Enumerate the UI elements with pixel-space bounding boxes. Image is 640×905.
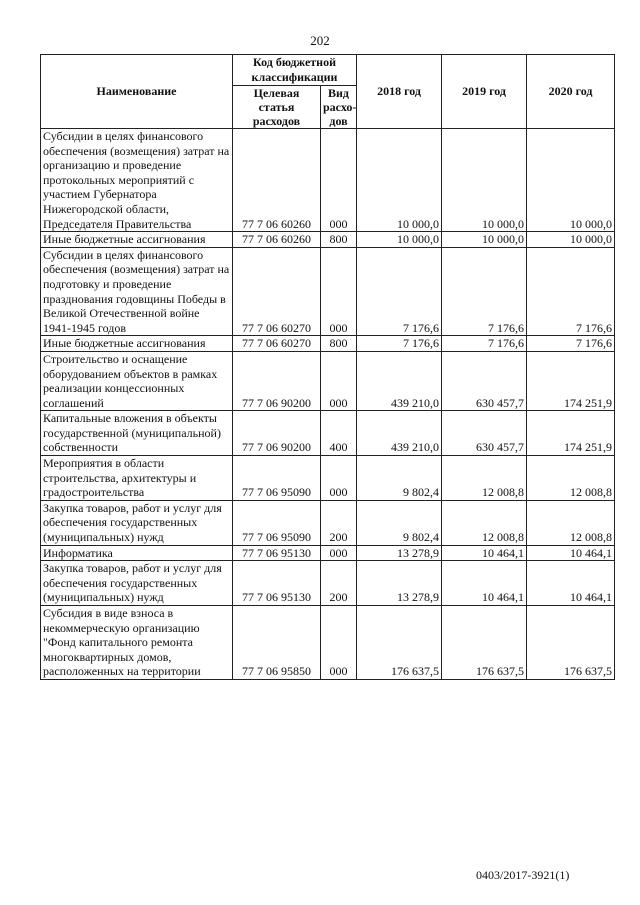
row-target-article: 77 7 06 90200: [233, 411, 321, 456]
row-value-2018: 13 278,9: [357, 545, 442, 561]
row-target-article: 77 7 06 95090: [233, 500, 321, 545]
row-target-article: 77 7 06 95850: [233, 606, 321, 680]
header-expense-type: Вид расхо-дов: [321, 86, 357, 129]
table-row: [41, 456, 615, 501]
row-value-2020: 10 000,0: [527, 232, 615, 248]
row-value-2018: 10 000,0: [357, 232, 442, 248]
row-expense-type: 000: [321, 247, 357, 336]
header-target-article: Целевая статья расходов: [233, 86, 321, 129]
header-budget-classification: Код бюджетной классификации: [233, 55, 357, 86]
page-number: 202: [310, 33, 330, 48]
table-row: [41, 545, 615, 561]
row-name: Строительство и оснащение оборудованием объектов в рамках реализации концессионных соглашений: [41, 351, 233, 410]
row-value-2019: 176 637,5: [442, 606, 527, 680]
row-value-2019: 12 008,8: [442, 500, 527, 545]
row-value-2020: 12 008,8: [527, 456, 615, 501]
row-target-article: 77 7 06 60270: [233, 336, 321, 352]
row-expense-type: 400: [321, 411, 357, 456]
row-name: Субсидия в виде взноса в некоммерческую организацию "Фонд капитального ремонта многоквартирных домов, расположенных на территории: [41, 606, 233, 680]
row-target-article: 77 7 06 60260: [233, 232, 321, 248]
row-name: Иные бюджетные ассигнования: [41, 336, 233, 352]
header-name: Наименование: [41, 55, 233, 129]
row-target-article: 77 7 06 60260: [233, 129, 321, 232]
table-header: [41, 55, 615, 129]
row-value-2019: 630 457,7: [442, 411, 527, 456]
row-expense-type: 200: [321, 561, 357, 606]
row-value-2018: 7 176,6: [357, 247, 442, 336]
row-value-2018: 439 210,0: [357, 351, 442, 410]
row-expense-type: 800: [321, 232, 357, 248]
row-target-article: 77 7 06 95130: [233, 545, 321, 561]
table-row: [41, 129, 615, 232]
row-value-2019: 10 464,1: [442, 561, 527, 606]
row-value-2020: 7 176,6: [527, 336, 615, 352]
row-name: Иные бюджетные ассигнования: [41, 232, 233, 248]
row-expense-type: 000: [321, 606, 357, 680]
row-name: Закупка товаров, работ и услуг для обеспечения государственных (муниципальных) нужд: [41, 500, 233, 545]
row-value-2019: 10 000,0: [442, 232, 527, 248]
row-value-2020: 10 464,1: [527, 561, 615, 606]
row-value-2020: 10 000,0: [527, 129, 615, 232]
row-name: Информатика: [41, 545, 233, 561]
row-expense-type: 000: [321, 129, 357, 232]
header-2020: 2020 год: [527, 55, 615, 129]
row-value-2018: 176 637,5: [357, 606, 442, 680]
row-name: Закупка товаров, работ и услуг для обеспечения государственных (муниципальных) нужд: [41, 561, 233, 606]
row-target-article: 77 7 06 95090: [233, 456, 321, 501]
row-value-2019: 10 000,0: [442, 129, 527, 232]
row-value-2020: 174 251,9: [527, 351, 615, 410]
row-value-2020: 176 637,5: [527, 606, 615, 680]
row-value-2018: 10 000,0: [357, 129, 442, 232]
row-value-2020: 12 008,8: [527, 500, 615, 545]
row-value-2019: 7 176,6: [442, 336, 527, 352]
row-name: Капитальные вложения в объекты государственной (муниципальной) собственности: [41, 411, 233, 456]
document-number: 0403/2017-3921(1): [476, 868, 570, 882]
row-target-article: 77 7 06 60270: [233, 247, 321, 336]
table-row: [41, 336, 615, 352]
row-name: Субсидии в целях финансового обеспечения (возмещения) затрат на организацию и проведение протокольных мероприятий с участием Губернатора Нижегородской области, Председателя Правительства: [41, 129, 233, 232]
row-expense-type: 000: [321, 456, 357, 501]
row-value-2019: 12 008,8: [442, 456, 527, 501]
row-name: Мероприятия в области строительства, архитектуры и градостроительства: [41, 456, 233, 501]
table-body: [41, 129, 615, 680]
row-expense-type: 200: [321, 500, 357, 545]
row-value-2019: 630 457,7: [442, 351, 527, 410]
row-value-2018: 7 176,6: [357, 336, 442, 352]
row-value-2020: 10 464,1: [527, 545, 615, 561]
row-value-2019: 10 464,1: [442, 545, 527, 561]
row-value-2018: 9 802,4: [357, 456, 442, 501]
row-target-article: 77 7 06 95130: [233, 561, 321, 606]
table-row: [41, 351, 615, 410]
row-value-2018: 9 802,4: [357, 500, 442, 545]
row-expense-type: 000: [321, 545, 357, 561]
row-value-2020: 7 176,6: [527, 247, 615, 336]
table-row: [41, 247, 615, 336]
row-value-2018: 439 210,0: [357, 411, 442, 456]
table-row: [41, 411, 615, 456]
row-value-2018: 13 278,9: [357, 561, 442, 606]
row-value-2019: 7 176,6: [442, 247, 527, 336]
table-row: [41, 606, 615, 680]
row-expense-type: 000: [321, 351, 357, 410]
table-row: [41, 561, 615, 606]
row-expense-type: 800: [321, 336, 357, 352]
table-row: [41, 232, 615, 248]
row-name: Субсидии в целях финансового обеспечения (возмещения) затрат на подготовку и проведение празднования годовщины Победы в Великой Отечественной войне 1941-1945 годов: [41, 247, 233, 336]
header-2019: 2019 год: [442, 55, 527, 129]
budget-table: [40, 54, 615, 680]
table-row: [41, 500, 615, 545]
row-target-article: 77 7 06 90200: [233, 351, 321, 410]
header-2018: 2018 год: [357, 55, 442, 129]
row-value-2020: 174 251,9: [527, 411, 615, 456]
